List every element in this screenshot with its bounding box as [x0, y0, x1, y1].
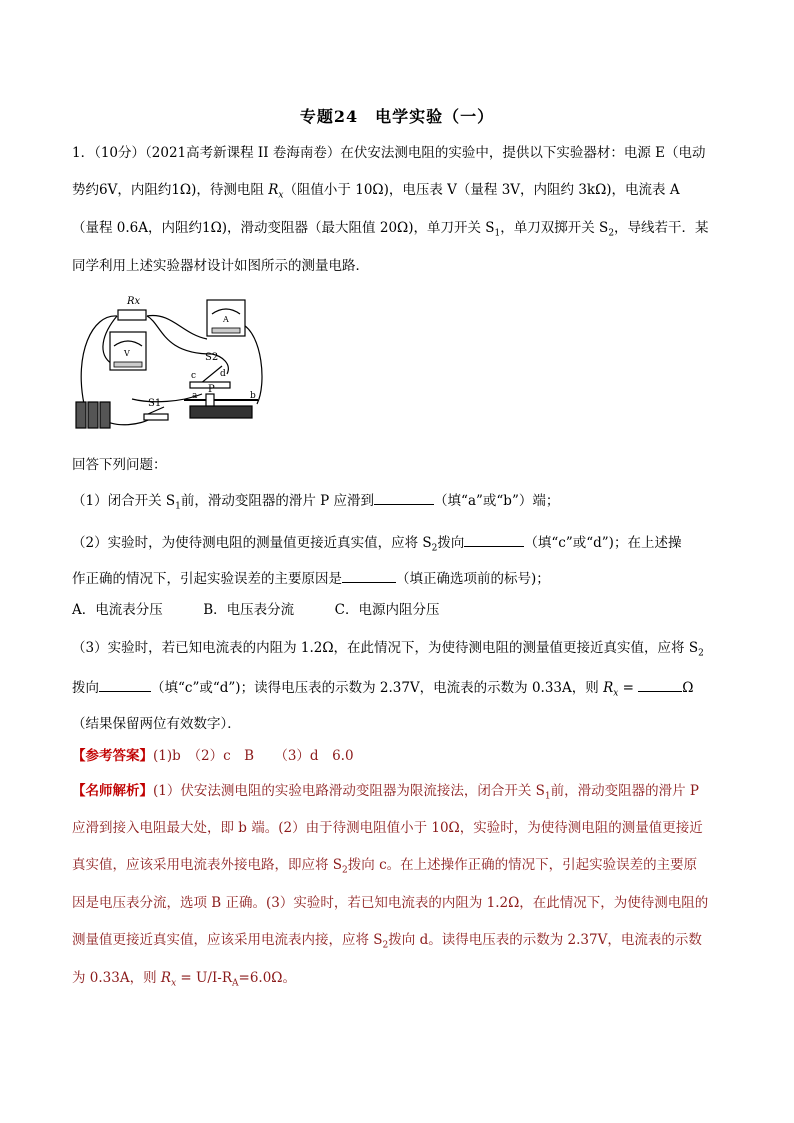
explanation-line-5: 测量值更接近真实值，应该采用电流表内接，应将 $S_2$拨向 d。读得电压表的示数为 2.37V，电流表的示数 — [72, 932, 702, 951]
reference-answer-tag: 【参考答案】 — [72, 748, 153, 764]
answer-blank-3[interactable] — [342, 568, 396, 583]
answer-blank-2[interactable] — [464, 532, 524, 547]
label-d: d — [220, 369, 226, 379]
reference-answer-text: (1)b （2）c B （3）d 6.0 — [153, 748, 354, 764]
rx-symbol: $R_x$ — [268, 182, 284, 201]
question-part-1: （1）闭合开关 $S_1$前，滑动变阻器的滑片 P 应滑到 （填“a”或“b”）端； — [72, 490, 732, 517]
question-part-3-line-1: （3）实验时，若已知电流表的内阻为 1.2Ω，在此情况下，为使待测电阻的测量值更接近真实值，应将 $S_2$ — [72, 640, 704, 659]
explanation-line-3: 真实值，应该采用电流表外接电路，即应将 $S_2$拨向 c。在上述操作正确的情况下，引起实验误差的主要原 — [72, 857, 698, 876]
label-c: c — [191, 371, 197, 381]
explanation-line-2: 应滑到接入电阻最大处，即 b 端。(2）由于待测电阻值小于 10Ω，实验时，为使待测电阻的测量值更接近 — [72, 820, 703, 836]
explanation-line-4: 因是电压表分流，选项 B 正确。(3）实验时，若已知电流表的内阻为 1.2Ω，在此情况下，为使待测电阻的 — [72, 895, 709, 911]
svg-text:V: V — [124, 349, 130, 358]
answer-blank-4[interactable] — [99, 677, 151, 692]
s2-label: S2 — [205, 352, 219, 363]
question-part-3-line-2: 拨向 （填“c”或“d”)；读得电压表的示数为 2.37V，电流表的示数为 0.33A，则 $R_x = \Omega$ — [72, 677, 732, 704]
question-part-3-line-3: （结果保留两位有效数字）． — [72, 716, 241, 732]
circuit-diagram — [72, 294, 272, 434]
rheostat — [190, 406, 252, 418]
question-part-2-line-1: （2）实验时，为使待测电阻的测量值更接近真实值，应将 $S_2$拨向 （填“c”或“d”)；在上述操 — [72, 532, 732, 559]
svg-text:A: A — [223, 315, 229, 324]
label-a: a — [192, 391, 198, 401]
battery-cell-1 — [76, 402, 86, 428]
explanation-line-1: 【名师解析】(1）伏安法测电阻的实验电路滑动变阻器为限流接法，闭合开关 $S_1$前，滑动变阻器的滑片 P — [72, 783, 700, 802]
options-line: A．电流表分压 B．电压表分流 C．电源内阻分压 — [72, 602, 440, 618]
answer-blank-1[interactable] — [374, 490, 434, 505]
rx-label: Rx — [127, 296, 141, 307]
label-b: b — [250, 391, 256, 401]
question-line-1: 1．（10分）（2021高考新课程 II 卷海南卷）在伏安法测电阻的实验中，提供以下实验器材：电源 E（电动 — [72, 145, 706, 161]
rx-resistor — [118, 310, 146, 320]
battery-cell-2 — [88, 402, 98, 428]
s1-label: S1 — [148, 398, 162, 409]
explanation-tag: 【名师解析】 — [72, 783, 153, 799]
label-p: P — [208, 384, 215, 395]
question-part-2-line-2: 作正确的情况下，引起实验误差的主要原因是 （填正确选项前的标号)； — [72, 568, 732, 589]
s2-blade — [200, 366, 222, 384]
page-title: 专题24 电学实验（一） — [299, 107, 495, 126]
wire-top — [147, 316, 207, 339]
battery-cell-3 — [100, 402, 110, 428]
question-line-2: 势约6V，内阻约1Ω)，待测电阻 $R_x$（阻值小于 10Ω)，电压表 V（量程 3V，内阻约 3kΩ)，电流表 A — [72, 182, 680, 201]
answer-blank-5[interactable] — [638, 677, 682, 692]
rheostat-slider — [206, 394, 214, 406]
explanation-line-6: 为 0.33A，则 $R_x = U/I-R_A=6.0\Omega$。 — [72, 970, 297, 989]
question-line-4: 同学利用上述实验器材设计如图所示的测量电路． — [72, 258, 369, 274]
answer-intro: 回答下列问题： — [72, 457, 167, 473]
question-line-3: （量程 0.6A，内阻约1Ω)，滑动变阻器（最大阻值 20Ω)，单刀开关 $S_1$，单刀双掷开关 $S_2$，导线若干．某 — [72, 220, 709, 239]
s1-base — [144, 414, 168, 420]
reference-answer — [72, 746, 732, 766]
